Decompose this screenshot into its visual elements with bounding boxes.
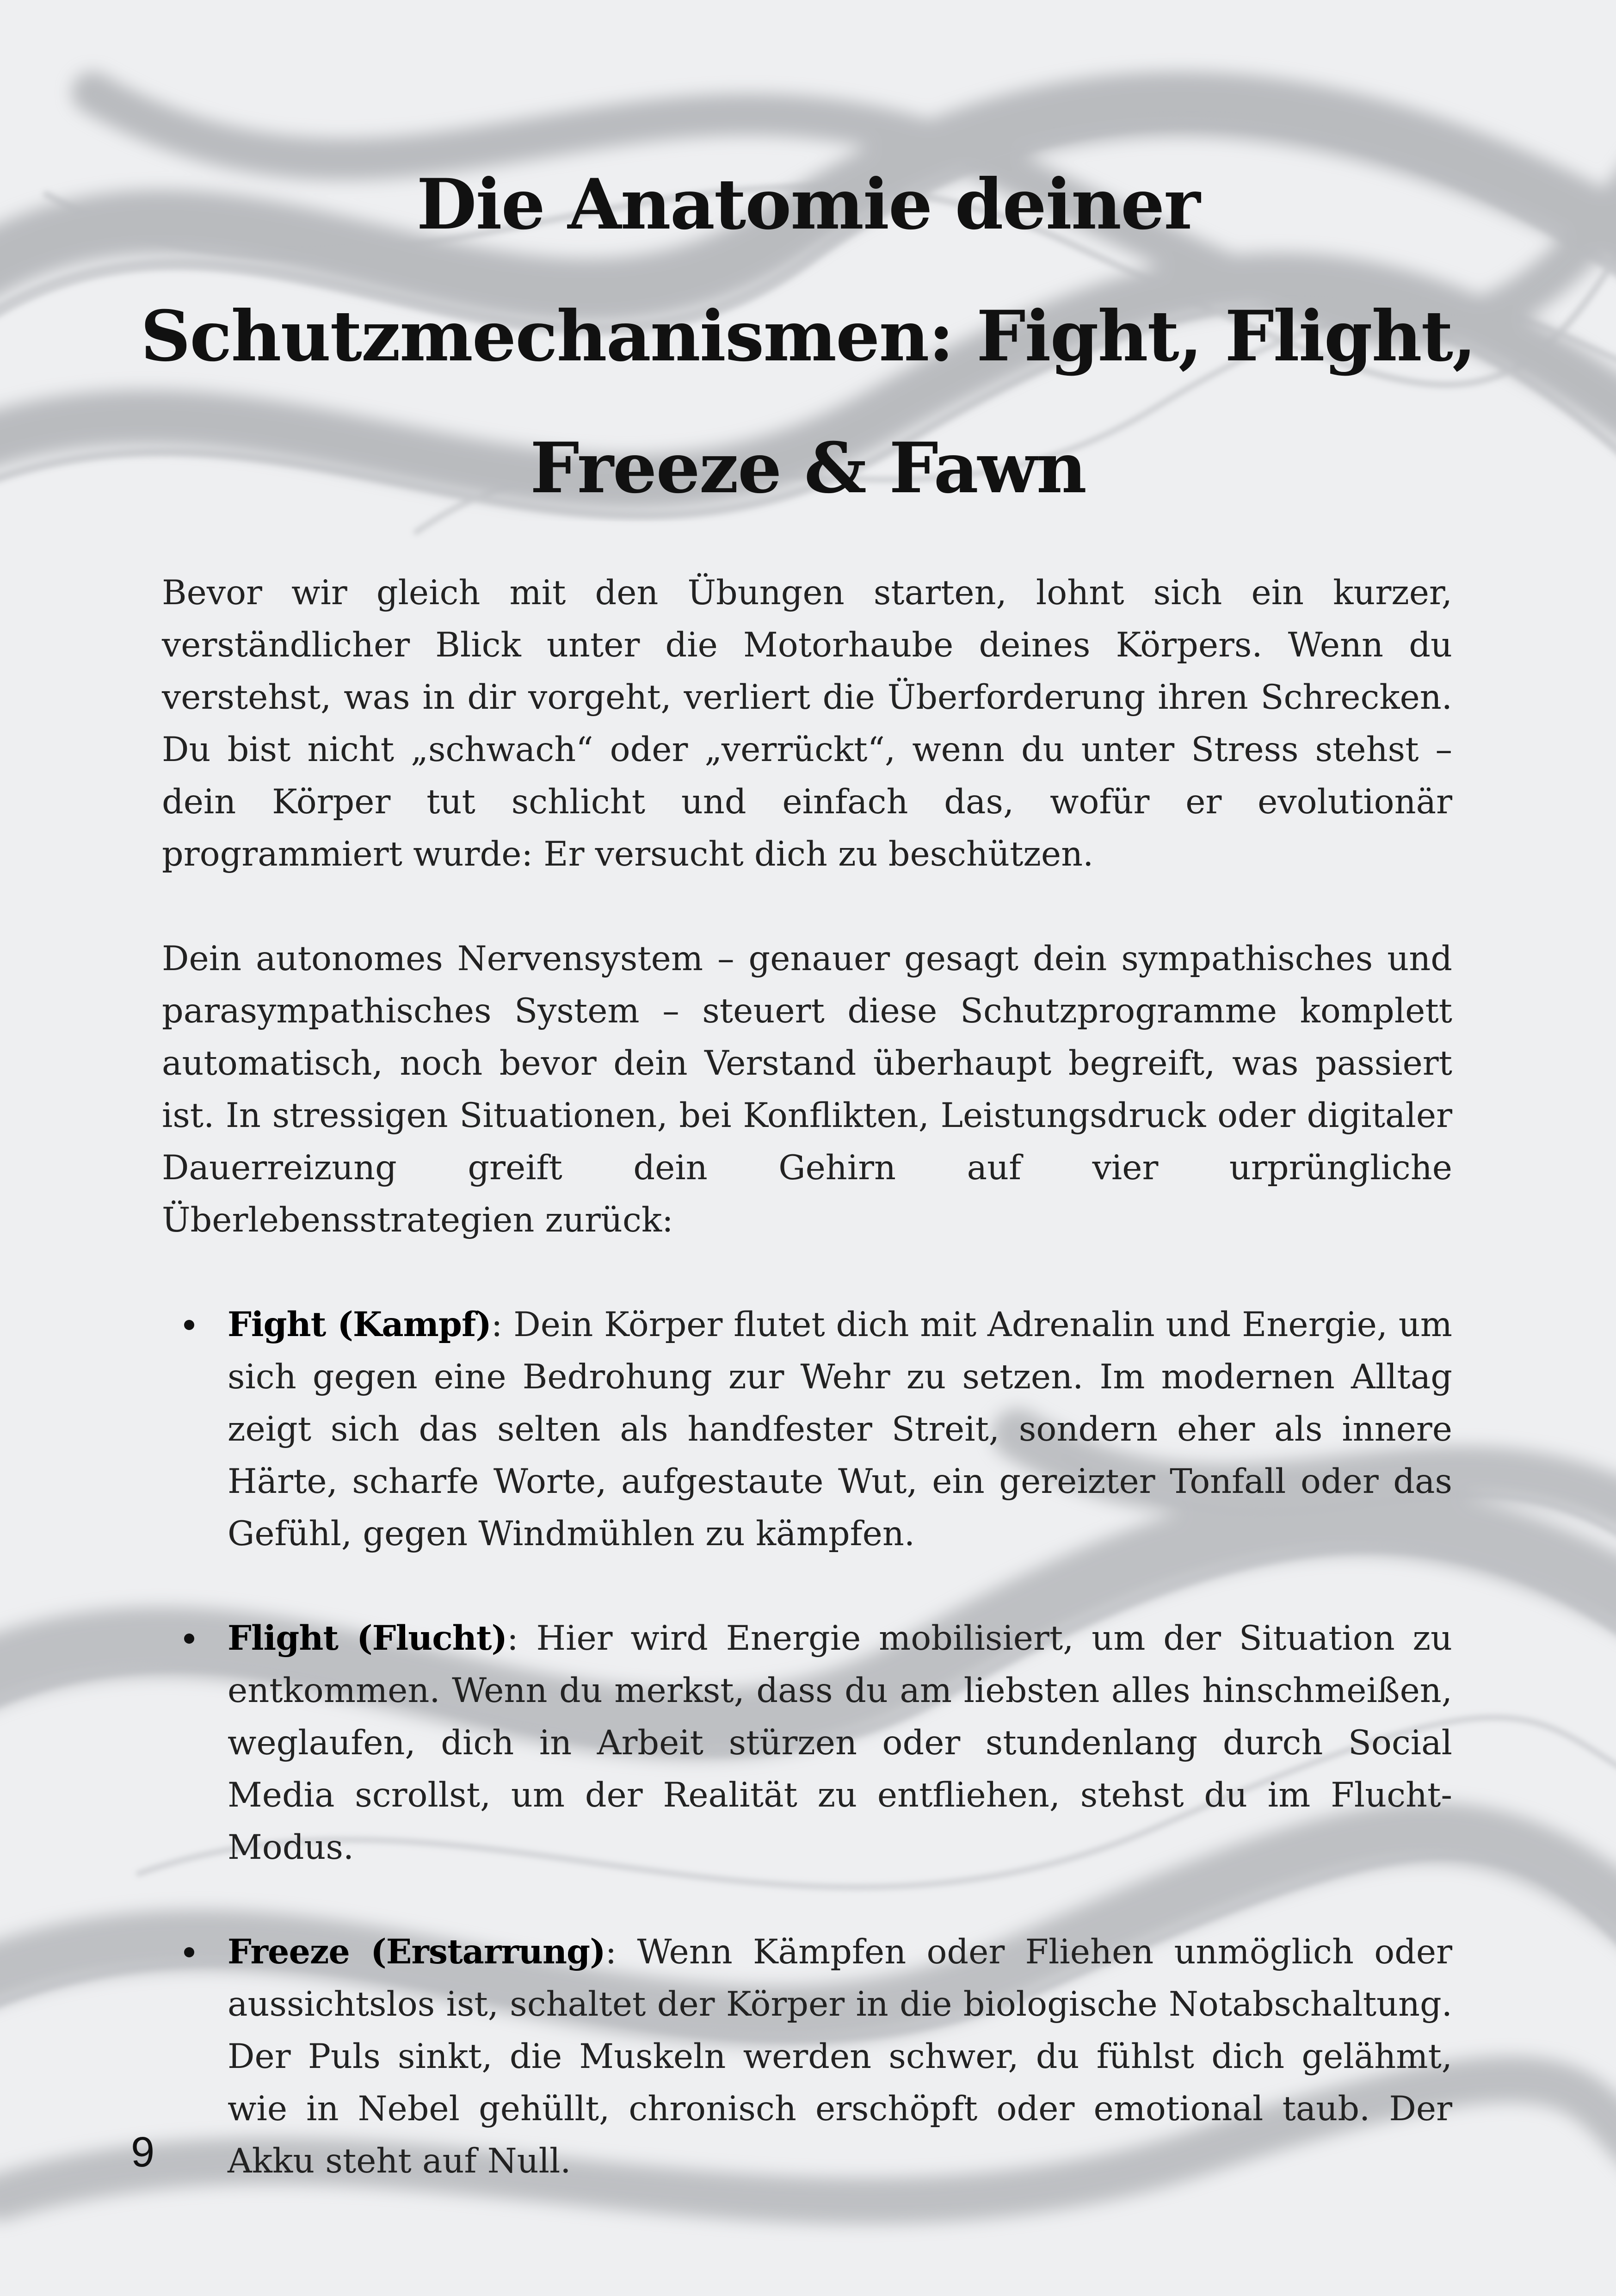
- page-title: [116, 139, 1500, 534]
- term-fight: Fight (Kampf): [228, 1305, 491, 1344]
- page-title-line-3: Freeze & Fawn: [530, 427, 1086, 509]
- page-title-line-2: Schutzmechanismen: Fight, Flight,: [140, 296, 1476, 377]
- body-text: [162, 567, 1452, 2240]
- paragraph-nervous-system: Dein autonomes Nervensystem – genauer gesagt dein sympathisches und parasympathisches System – steuert diese Schutzprogramme komplett automatisch, noch bevor dein Verstand überhaupt begreift, was passiert ist. In stressigen Situationen, bei Konflikten, Leistungsdruck oder digitaler Dauerreizung greift dein Gehirn auf vier urprüngliche Überlebensstrategien zurück:: [162, 939, 1452, 1240]
- page-number: 9: [131, 2129, 155, 2176]
- description-fight: : Dein Körper flutet dich mit Adrenalin und Energie, um sich gegen eine Bedrohung zur Wehr zu setzen. Im modernen Alltag zeigt sich das selten als handfester Streit, sondern eher als innere Härte, scharfe Worte, aufgestaute Wut, ein gereizter Tonfall oder das Gefühl, gegen Windmühlen zu kämpfen.: [228, 1305, 1452, 1553]
- bullet-icon: [184, 1634, 194, 1644]
- bullet-icon: [184, 1947, 194, 1957]
- bullet-icon: [184, 1320, 194, 1330]
- description-freeze: : Wenn Kämpfen oder Fliehen unmöglich oder aussichtslos ist, schaltet der Körper in die biologische Notabschaltung. Der Puls sinkt, die Muskeln werden schwer, du fühlst dich gelähmt, wie in Nebel gehüllt, chronisch erschöpft oder emotional taub. Der Akku steht auf Null.: [228, 1932, 1452, 2181]
- list-item-fight: [162, 1299, 1452, 1560]
- page-title-line-1: Die Anatomie deiner: [416, 164, 1200, 245]
- description-flight: : Hier wird Energie mobilisiert, um der Situation zu entkommen. Wenn du merkst, dass du am liebsten alles hinschmeißen, weglaufen, dich in Arbeit stürzen oder stundenlang durch Social Media scrollst, um der Realität zu entfliehen, stehst du im Flucht-Modus.: [228, 1619, 1452, 1867]
- paragraph-intro: Bevor wir gleich mit den Übungen starten, lohnt sich ein kurzer, verständlicher Blick unter die Motorhaube deines Körpers. Wenn du verstehst, was in dir vorgeht, verliert die Überforderung ihren Schrecken. Du bist nicht „schwach“ oder „verrückt“, wenn du unter Stress stehst – dein Körper tut schlicht und einfach das, wofür er evolutionär programmiert wurde: Er versucht dich zu beschützen.: [162, 573, 1452, 874]
- term-freeze: Freeze (Erstarrung): [228, 1932, 605, 1972]
- list-item-flight: [162, 1612, 1452, 1874]
- term-flight: Flight (Flucht): [228, 1618, 507, 1658]
- list-item-freeze: [162, 1926, 1452, 2187]
- survival-strategies-list: [162, 1299, 1452, 2187]
